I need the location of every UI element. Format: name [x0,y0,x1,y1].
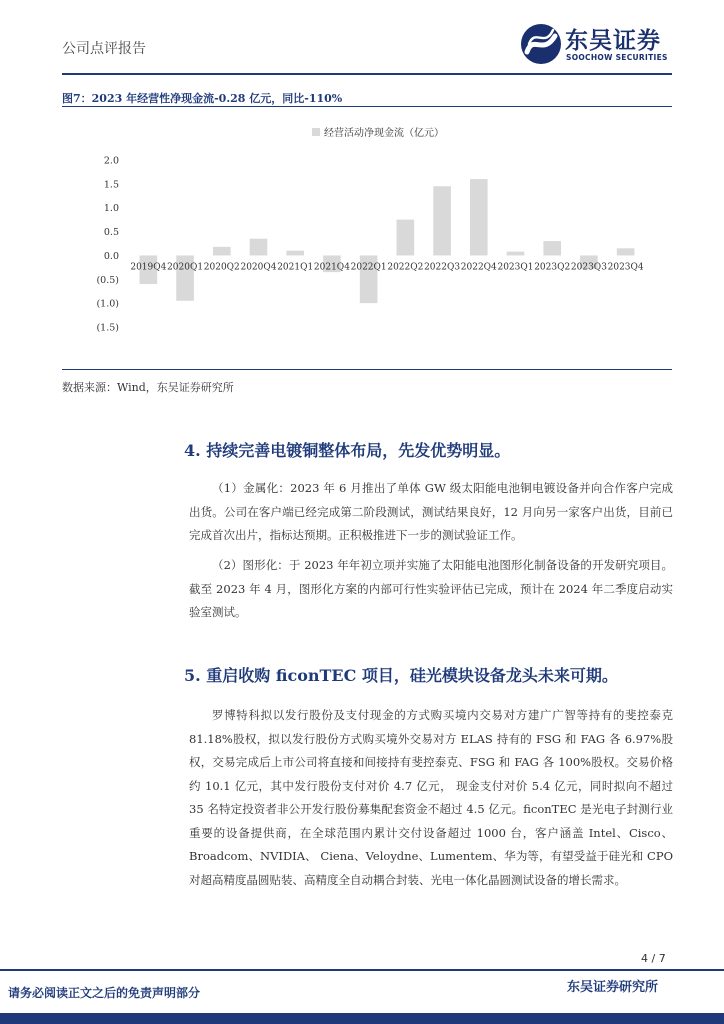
figure-bottom-divider [62,369,672,370]
section-4-title: 4. 持续完善电镀铜整体布局，先发优势明显。 [184,441,511,460]
header-divider [62,73,672,75]
y-tick-label: (1.0) [96,298,119,310]
figure-caption: 图7：2023 年经营性净现金流-0.28 亿元，同比-110% [62,92,343,105]
research-institute: 东吴证券研究所 [567,980,659,995]
y-tick-label: 1.5 [103,179,119,191]
bar-2020Q4 [250,239,268,256]
x-tick-label: 2019Q4 [130,262,167,273]
x-tick-label: 2021Q1 [277,262,314,273]
bar-2021Q1 [286,251,304,256]
bar-2022Q3 [433,186,451,255]
section-5-paragraph-1: 罗博特科拟以发行股份及支付现金的方式购买境内交易对方建广广智等持有的斐控泰克 81.18%股权，拟以发行股份方式购买境外交易对方 ELAS 持有的 FSG 和 FAG 各 6.97%股权，交易完成后上市公司将直接和间接持有斐控泰克、FSG 和 FAG 各 100%股权。交易价格约 10.1 亿元，其中发行股份支付对价 4.7 亿元， 现金支付对价 5.4 亿元，同时拟向不超过 35 名特定投资者非公开发行股份募集配套资金不超过 4.5 亿元。ficonTEC 是光电子封测行业重要的设备提供商，在全球范围内累计交付设备超过 1000 台，客户涵盖 Intel、Cisco、Broadcom、NVIDIA、 Ciena、Veloydne、Lumentem、华为等，有望受益于硅光和 CPO 对超高精度晶圆贴装、高精度全自动耦合封装、光电一体化晶圆测试设备的增长需求。 [189,708,673,887]
figure-source: 数据来源：Wind，东吴证券研究所 [62,381,234,394]
soochow-logo-mark-icon [519,22,563,66]
x-tick-label: 2023Q3 [570,262,607,273]
section-4-paragraph-2: （2）图形化：于 2023 年年初立项并实施了太阳能电池图形化制备设备的开发研究项目。截至 2023 年 4 月，图形化方案的内部可行性实验评估已完成，预计在 2024 年二季度启动实验室测试。 [189,558,673,619]
y-tick-label: 0.5 [103,227,119,239]
x-tick-label: 2022Q2 [387,262,424,273]
x-tick-label: 2020Q1 [167,262,204,273]
report-type-label: 公司点评报告 [62,41,146,57]
y-tick-label: 1.0 [103,203,119,215]
x-tick-label: 2023Q1 [497,262,534,273]
logo-name: 东吴证券 [565,28,661,54]
x-tick-label: 2020Q4 [240,262,277,273]
bar-2020Q2 [213,247,231,256]
chart-legend [312,126,444,139]
legend-label: 经营活动净现金流（亿元） [324,128,444,139]
soochow-logo [519,22,679,66]
bottom-bar [0,1013,724,1024]
bar-2022Q2 [397,220,415,256]
legend-swatch [312,128,320,136]
section-4-paragraph-1: （1）金属化：2023 年 6 月推出了单体 GW 级太阳能电池铜电镀设备并向合作客户完成出货。公司在客户端已经完成第二阶段测试，测试结果良好，12 月向另一家客户出货，目前已完成首次出片，指标达预期。正积极推进下一步的测试验证工作。 [189,481,673,542]
bar-2022Q4 [470,179,488,255]
bar-2023Q2 [543,241,561,255]
x-tick-label: 2022Q3 [424,262,461,273]
x-tick-label: 2022Q4 [460,262,497,273]
figure-top-divider [62,106,672,107]
x-axis-labels [130,262,644,272]
x-tick-label: 2020Q2 [203,262,240,273]
y-axis [96,156,119,334]
disclaimer-notice: 请务必阅读正文之后的免责声明部分 [8,986,201,1000]
x-tick-label: 2021Q4 [313,262,350,273]
bar-2023Q1 [507,252,525,256]
bar-series [140,179,635,303]
section-5-title: 5. 重启收购 ficonTEC 项目，硅光模块设备龙头未来可期。 [184,666,618,685]
page-number: 4 / 7 [641,952,666,965]
y-tick-label: 0.0 [103,250,119,262]
y-tick-label: 2.0 [103,155,119,167]
x-tick-label: 2023Q2 [534,262,571,273]
footer-divider [0,969,724,971]
x-tick-label: 2022Q1 [350,262,387,273]
x-tick-label: 2023Q4 [607,262,644,273]
cashflow-bar-chart [62,108,672,366]
bar-2023Q4 [617,248,635,255]
y-tick-label: (0.5) [96,274,119,286]
logo-english-name: SOOCHOW SECURITIES [566,53,668,62]
y-tick-label: (1.5) [96,322,119,334]
